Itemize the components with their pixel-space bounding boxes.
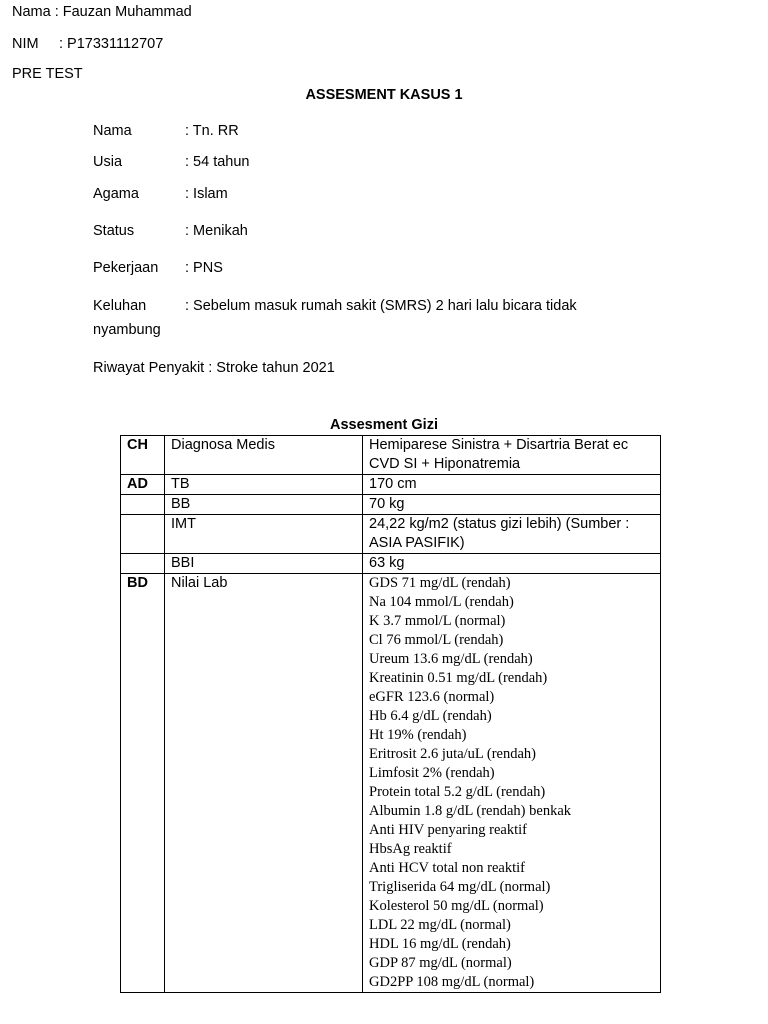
lab-item: K 3.7 mmol/L (normal): [369, 613, 506, 629]
section-ad: AD: [121, 475, 165, 495]
lab-item: Albumin 1.8 g/dL (rendah) benkak: [369, 803, 572, 819]
status-value: : Menikah: [185, 223, 248, 239]
table-row: [121, 554, 661, 574]
keluhan-value: : Sebelum masuk rumah sakit (SMRS) 2 hari lalu bicara tidak: [185, 298, 577, 314]
status-label: Status: [93, 223, 135, 239]
bb-value: 70 kg: [363, 495, 661, 515]
lab-item: Ht 19% (rendah): [369, 727, 467, 743]
lab-item: Hb 6.4 g/dL (rendah): [369, 708, 492, 724]
lab-item: Protein total 5.2 g/dL (rendah): [369, 784, 546, 800]
lab-item: Limfosit 2% (rendah): [369, 765, 495, 781]
lab-item: Na 104 mmol/L (rendah): [369, 594, 514, 610]
lab-item: Anti HCV total non reaktif: [369, 860, 525, 876]
lab-item: Kreatinin 0.51 mg/dL (rendah): [369, 670, 548, 686]
pretest-label: PRE TEST: [12, 66, 83, 82]
lab-item: GDS 71 mg/dL (rendah): [369, 575, 511, 591]
student-nim-value: : P17331112707: [59, 36, 164, 52]
table-row: [121, 515, 661, 554]
document-title: ASSESMENT KASUS 1: [305, 87, 463, 103]
diagnosa-value: Hemiparese Sinistra + Disartria Berat ec CVD SI + Hiponatremia: [363, 436, 661, 475]
table-row: [121, 574, 661, 993]
lab-item: Cl 76 mmol/L (rendah): [369, 632, 504, 648]
pekerjaan-label: Pekerjaan: [93, 260, 159, 276]
bbi-value: 63 kg: [363, 554, 661, 574]
lab-item: HbsAg reaktif: [369, 841, 452, 857]
riwayat-penyakit: Riwayat Penyakit : Stroke tahun 2021: [93, 360, 335, 376]
table-row: [121, 436, 661, 475]
nama-value: : Tn. RR: [185, 123, 239, 139]
lab-values: [363, 574, 661, 993]
lab-item: Eritrosit 2.6 juta/uL (rendah): [369, 746, 536, 762]
table-row: [121, 495, 661, 515]
imt-value: 24,22 kg/m2 (status gizi lebih) (Sumber : ASIA PASIFIK): [363, 515, 661, 554]
bb-label: BB: [165, 495, 363, 515]
diagnosa-label: Diagnosa Medis: [165, 436, 363, 475]
empty-cell: [121, 554, 165, 574]
nama-label: Nama: [93, 123, 132, 139]
gizi-title: Assesment Gizi: [330, 417, 438, 433]
lab-item: Ureum 13.6 mg/dL (rendah): [369, 651, 533, 667]
lab-item: eGFR 123.6 (normal): [369, 689, 495, 705]
keluhan-continuation: nyambung: [93, 322, 161, 338]
keluhan-label: Keluhan: [93, 298, 147, 314]
agama-value: : Islam: [185, 186, 228, 202]
lab-item: GD2PP 108 mg/dL (normal): [369, 974, 535, 990]
empty-cell: [121, 495, 165, 515]
student-nim-label: NIM: [12, 36, 39, 52]
lab-item: HDL 16 mg/dL (rendah): [369, 936, 511, 952]
lab-item: Kolesterol 50 mg/dL (normal): [369, 898, 544, 914]
lab-item: GDP 87 mg/dL (normal): [369, 955, 512, 971]
lab-item: Trigliserida 64 mg/dL (normal): [369, 879, 551, 895]
tb-value: 170 cm: [363, 475, 661, 495]
tb-label: TB: [165, 475, 363, 495]
table-row: [121, 475, 661, 495]
assessment-table: [120, 435, 661, 993]
section-ch: CH: [121, 436, 165, 475]
lab-label: Nilai Lab: [165, 574, 363, 993]
agama-label: Agama: [93, 186, 139, 202]
lab-item: LDL 22 mg/dL (normal): [369, 917, 511, 933]
student-name: Nama : Fauzan Muhammad: [12, 4, 192, 20]
imt-label: IMT: [165, 515, 363, 554]
usia-value: : 54 tahun: [185, 154, 250, 170]
lab-item: Anti HIV penyaring reaktif: [369, 822, 527, 838]
empty-cell: [121, 515, 165, 554]
usia-label: Usia: [93, 154, 123, 170]
bbi-label: BBI: [165, 554, 363, 574]
pekerjaan-value: : PNS: [185, 260, 223, 276]
section-bd: BD: [121, 574, 165, 993]
